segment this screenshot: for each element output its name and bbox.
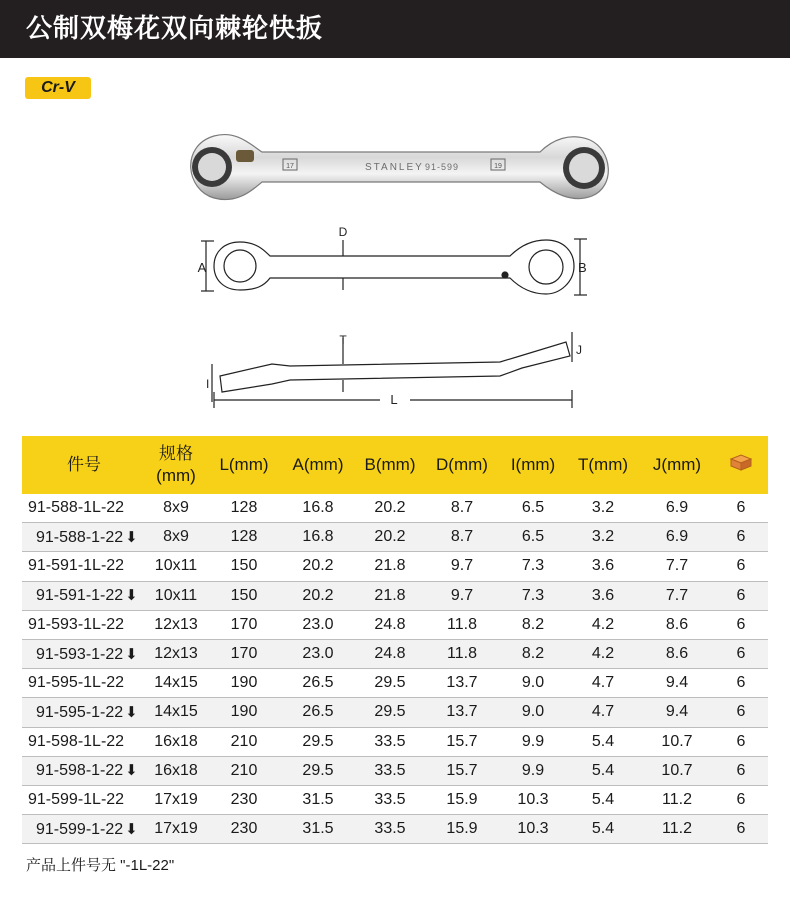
cell-I: 8.2 (521, 645, 545, 663)
cell-J: 10.7 (661, 732, 693, 750)
label-B: B (578, 260, 587, 275)
cell-T: 5.4 (591, 820, 615, 838)
header-B: B(mm) (364, 455, 416, 474)
part-number-cell (22, 791, 146, 809)
cell-A: 16.8 (302, 499, 334, 517)
cell-qty: 6 (736, 557, 746, 575)
cell-L: 170 (230, 615, 258, 633)
page-title: 公制双梅花双向棘轮快扳 (26, 14, 324, 44)
header-part: 件号 (67, 455, 101, 474)
photo-model: 91-599 (425, 162, 460, 172)
part-number: 91-591-1L-22 (28, 557, 125, 575)
part-number-cell (22, 528, 146, 547)
cell-J: 7.7 (665, 586, 689, 604)
part-number: 91-599-1L-22 (28, 790, 125, 808)
header-spec: 规格 (mm) (156, 444, 196, 485)
cell-I: 9.9 (521, 732, 545, 750)
cell-B: 24.8 (374, 645, 406, 663)
cell-T: 5.4 (591, 732, 615, 750)
cell-spec: 10x11 (154, 557, 198, 575)
cell-spec: 14x15 (154, 703, 198, 721)
cell-A: 23.0 (302, 645, 334, 663)
cell-J: 11.2 (662, 790, 692, 808)
cell-D: 13.7 (446, 703, 478, 721)
cell-J: 7.7 (665, 557, 689, 575)
table-row (22, 757, 768, 786)
label-T: T (339, 333, 347, 347)
cell-spec: 12x13 (154, 645, 198, 663)
part-number-cell (22, 586, 146, 605)
table-row (22, 611, 768, 640)
down-arrow-icon: ⬇ (125, 820, 138, 838)
cell-spec: 17x19 (154, 820, 198, 838)
cell-J: 6.9 (665, 528, 689, 546)
box-icon (716, 453, 766, 477)
cell-qty: 6 (736, 586, 746, 604)
cell-qty: 6 (736, 674, 746, 692)
down-arrow-icon: ⬇ (125, 528, 138, 546)
wrench-illustrations (0, 100, 790, 430)
cell-L: 150 (230, 557, 258, 575)
cell-L: 210 (230, 732, 258, 750)
cell-L: 128 (230, 528, 258, 546)
cell-spec: 8x9 (163, 499, 189, 517)
cell-qty: 6 (736, 528, 746, 546)
part-number: 91-593-1L-22 (28, 615, 125, 633)
cell-T: 4.2 (591, 645, 615, 663)
part-number-cell (22, 616, 146, 634)
header-L: L(mm) (219, 455, 269, 474)
footnote: 产品上件号无 "-1L-22" (26, 857, 175, 874)
table-row (22, 640, 768, 669)
cell-J: 11.2 (662, 820, 692, 838)
header-D: D(mm) (436, 455, 488, 474)
table-row (22, 698, 768, 727)
table-row (22, 494, 768, 523)
part-number-cell (22, 703, 146, 722)
cell-T: 4.7 (591, 674, 615, 692)
cell-B: 33.5 (374, 790, 406, 808)
cell-I: 10.3 (517, 790, 549, 808)
cell-D: 15.7 (446, 761, 478, 779)
cell-spec: 14x15 (154, 674, 198, 692)
part-number-cell (22, 645, 146, 664)
cell-T: 4.7 (591, 703, 615, 721)
table-header (22, 436, 768, 494)
cell-I: 7.3 (521, 586, 545, 604)
cell-B: 20.2 (374, 528, 406, 546)
wrench-photo (191, 135, 609, 200)
cell-I: 9.9 (521, 761, 545, 779)
cell-D: 9.7 (450, 557, 474, 575)
cell-spec: 16x18 (154, 732, 198, 750)
cell-A: 31.5 (302, 820, 334, 838)
cell-qty: 6 (736, 615, 746, 633)
cell-B: 21.8 (374, 586, 406, 604)
table-row (22, 523, 768, 552)
part-number-cell (22, 674, 146, 692)
cell-B: 21.8 (374, 557, 406, 575)
photo-size-left: 17 (286, 163, 294, 170)
top-view-diagram (201, 239, 587, 295)
cell-qty: 6 (736, 703, 746, 721)
table-row (22, 669, 768, 698)
cell-qty: 6 (736, 499, 746, 517)
header-J: J(mm) (652, 455, 702, 474)
cell-A: 29.5 (302, 761, 334, 779)
part-number: 91-595-1-22 (36, 703, 124, 721)
cell-B: 33.5 (374, 820, 406, 838)
cell-L: 210 (230, 761, 258, 779)
cell-I: 7.3 (521, 557, 545, 575)
cell-spec: 17x19 (154, 790, 198, 808)
cell-A: 23.0 (302, 615, 334, 633)
cell-spec: 10x11 (154, 586, 198, 604)
label-L: L (390, 392, 398, 407)
cell-A: 31.5 (302, 790, 334, 808)
cell-B: 33.5 (374, 761, 406, 779)
cell-L: 150 (230, 586, 258, 604)
cell-T: 3.6 (591, 557, 615, 575)
part-number: 91-598-1-22 (36, 762, 124, 780)
cell-L: 170 (230, 645, 258, 663)
cell-T: 5.4 (591, 761, 615, 779)
label-J: J (576, 343, 582, 357)
table-body (22, 494, 768, 844)
table-row (22, 552, 768, 581)
part-number-cell (22, 733, 146, 751)
table-row (22, 582, 768, 611)
cell-D: 11.8 (447, 615, 477, 633)
cell-A: 20.2 (302, 586, 334, 604)
cell-D: 8.7 (450, 528, 474, 546)
cell-J: 10.7 (661, 761, 693, 779)
cell-A: 26.5 (302, 703, 334, 721)
cell-J: 8.6 (665, 615, 689, 633)
cell-B: 33.5 (374, 732, 406, 750)
cell-spec: 16x18 (154, 761, 198, 779)
part-number: 91-593-1-22 (36, 645, 124, 663)
cell-D: 15.9 (446, 790, 478, 808)
cell-T: 3.2 (591, 528, 615, 546)
cell-D: 9.7 (450, 586, 474, 604)
down-arrow-icon: ⬇ (125, 703, 138, 721)
cell-A: 20.2 (302, 557, 334, 575)
cell-spec: 12x13 (154, 615, 198, 633)
cell-D: 8.7 (450, 499, 474, 517)
cell-L: 190 (230, 703, 258, 721)
part-number: 91-588-1L-22 (28, 499, 125, 517)
spec-table (22, 436, 768, 844)
cell-qty: 6 (736, 732, 746, 750)
down-arrow-icon: ⬇ (125, 762, 138, 780)
cell-A: 16.8 (302, 528, 334, 546)
title-bar (0, 0, 790, 58)
cell-L: 230 (230, 820, 258, 838)
cell-D: 11.8 (447, 645, 477, 663)
cell-J: 9.4 (665, 703, 689, 721)
cell-qty: 6 (736, 645, 746, 663)
cell-I: 6.5 (521, 528, 545, 546)
header-A: A(mm) (292, 455, 344, 474)
part-number-cell (22, 499, 146, 517)
cell-qty: 6 (736, 761, 746, 779)
part-number-cell (22, 557, 146, 575)
cell-T: 3.6 (591, 586, 615, 604)
cell-I: 9.0 (521, 674, 545, 692)
cell-qty: 6 (736, 820, 746, 838)
header-T: T(mm) (577, 455, 629, 474)
cell-J: 8.6 (665, 645, 689, 663)
photo-size-right: 19 (494, 163, 502, 170)
cell-T: 4.2 (591, 615, 615, 633)
part-number: 91-588-1-22 (36, 528, 124, 546)
photo-brand: STANLEY (365, 162, 424, 173)
cell-A: 29.5 (302, 732, 334, 750)
table-row (22, 786, 768, 815)
table-row (22, 728, 768, 757)
cell-L: 230 (230, 790, 258, 808)
cell-B: 20.2 (374, 499, 406, 517)
cell-I: 8.2 (521, 615, 545, 633)
cell-D: 15.9 (446, 820, 478, 838)
cell-L: 128 (230, 499, 258, 517)
cell-T: 3.2 (591, 499, 615, 517)
part-number: 91-599-1-22 (36, 820, 124, 838)
cell-I: 6.5 (521, 499, 545, 517)
cell-A: 26.5 (302, 674, 334, 692)
material-badge: Cr-V (25, 77, 91, 99)
cell-T: 5.4 (591, 790, 615, 808)
cell-spec: 8x9 (163, 528, 189, 546)
cell-B: 29.5 (374, 703, 406, 721)
part-number: 91-591-1-22 (36, 587, 124, 605)
down-arrow-icon: ⬇ (125, 645, 138, 663)
cell-B: 29.5 (374, 674, 406, 692)
cell-J: 6.9 (665, 499, 689, 517)
label-I: I (206, 377, 210, 391)
table-row (22, 815, 768, 844)
cell-J: 9.4 (665, 674, 689, 692)
part-number-cell (22, 761, 146, 780)
label-D: D (338, 225, 348, 239)
part-number: 91-595-1L-22 (28, 674, 125, 692)
cell-D: 15.7 (446, 732, 478, 750)
cell-B: 24.8 (374, 615, 406, 633)
part-number-cell (22, 820, 146, 839)
cell-L: 190 (230, 674, 258, 692)
header-I: I(mm) (510, 455, 556, 474)
cell-I: 9.0 (521, 703, 545, 721)
cell-qty: 6 (736, 790, 746, 808)
part-number: 91-598-1L-22 (28, 732, 125, 750)
label-A: A (197, 260, 207, 275)
cell-I: 10.3 (517, 820, 549, 838)
down-arrow-icon: ⬇ (125, 587, 138, 605)
cell-D: 13.7 (446, 674, 478, 692)
